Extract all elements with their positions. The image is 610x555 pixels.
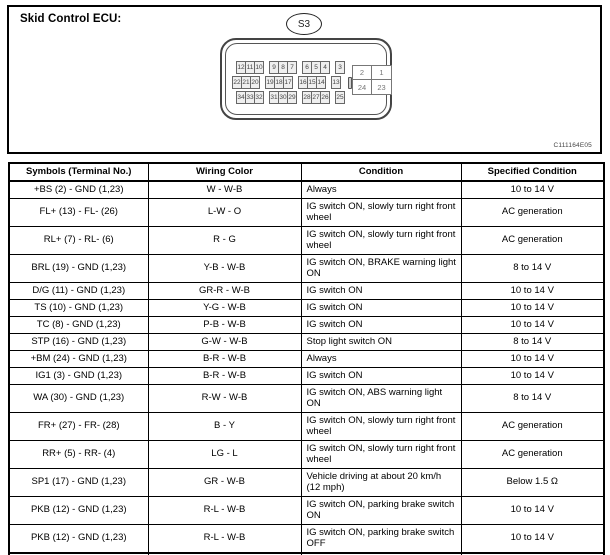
pin-row [232, 76, 352, 89]
table-row [9, 468, 604, 496]
table-header-row [9, 163, 604, 181]
cell-condition: Vehicle driving at about 20 km/h (12 mph) [301, 468, 461, 496]
cell-condition: IG switch ON, slowly turn right front wheel [301, 198, 461, 226]
pin-group [302, 91, 329, 104]
table-row [9, 181, 604, 198]
cell-specified: 10 to 14 V [461, 181, 604, 198]
cell-symbols: STP (16) - GND (1,23) [9, 333, 148, 350]
table-row [9, 299, 604, 316]
pin-33: 33 [245, 91, 255, 104]
cell-wiring: B - Y [148, 412, 301, 440]
connector-id-label: S3 [297, 18, 311, 30]
pin-group [265, 76, 292, 89]
cell-specified: 10 to 14 V [461, 496, 604, 524]
cell-condition: IG switch ON, slowly turn right front wheel [301, 440, 461, 468]
pin-22: 22 [232, 76, 242, 89]
table-row [9, 350, 604, 367]
cell-specified: 8 to 14 V [461, 333, 604, 350]
pin-19: 19 [265, 76, 275, 89]
pin-14: 14 [316, 76, 326, 89]
cell-wiring: LG - L [148, 440, 301, 468]
cell-wiring: Y-G - W-B [148, 299, 301, 316]
cell-symbols: FR+ (27) - FR- (28) [9, 412, 148, 440]
pin-32: 32 [254, 91, 264, 104]
table-row [9, 316, 604, 333]
cell-symbols: PKB (12) - GND (1,23) [9, 496, 148, 524]
cell-symbols: RL+ (7) - RL- (6) [9, 226, 148, 254]
cell-condition: IG switch ON [301, 299, 461, 316]
pin-11: 11 [245, 61, 255, 74]
cell-symbols: RR+ (5) - RR- (4) [9, 440, 148, 468]
pin-20: 20 [250, 76, 260, 89]
pin-21: 21 [241, 76, 251, 89]
cell-wiring: P-B - W-B [148, 316, 301, 333]
cell-wiring: R-W - W-B [148, 384, 301, 412]
cell-wiring: R - G [148, 226, 301, 254]
pin-24: 24 [352, 80, 372, 95]
pin-group [236, 61, 263, 74]
pin-15: 15 [307, 76, 317, 89]
table-row [9, 384, 604, 412]
cell-symbols: +BS (2) - GND (1,23) [9, 181, 148, 198]
cell-specified: AC generation [461, 226, 604, 254]
cell-wiring: GR - W-B [148, 468, 301, 496]
cell-wiring: R-L - W-B [148, 524, 301, 553]
cell-symbols: +BM (24) - GND (1,23) [9, 350, 148, 367]
page-title: Skid Control ECU: [20, 13, 122, 25]
connector-inner-outline [225, 43, 387, 115]
col-header-condition: Condition [301, 163, 461, 181]
cell-condition: IG switch ON [301, 316, 461, 333]
pin-row [236, 91, 352, 104]
table-row [9, 367, 604, 384]
col-header-specified: Specified Condition [461, 163, 604, 181]
cell-wiring: B-R - W-B [148, 350, 301, 367]
table-row [9, 254, 604, 282]
pin-16: 16 [298, 76, 308, 89]
pin-17: 17 [283, 76, 293, 89]
pin-29: 29 [287, 91, 297, 104]
terminal-table [8, 162, 605, 555]
cell-condition: Always [301, 350, 461, 367]
cell-specified: 10 to 14 V [461, 367, 604, 384]
pin-grid [233, 61, 352, 104]
pin-12: 12 [236, 61, 246, 74]
cell-condition: IG switch ON [301, 282, 461, 299]
cell-specified: 10 to 14 V [461, 316, 604, 333]
cell-symbols: BRL (19) - GND (1,23) [9, 254, 148, 282]
cell-specified: AC generation [461, 198, 604, 226]
pin-group [232, 76, 259, 89]
table-row [9, 333, 604, 350]
pin-group [335, 61, 344, 74]
connector-drawing [220, 38, 392, 120]
cell-specified: AC generation [461, 440, 604, 468]
table-row [9, 282, 604, 299]
cell-symbols: WA (30) - GND (1,23) [9, 384, 148, 412]
cell-wiring: GR-R - W-B [148, 282, 301, 299]
pin-group [269, 91, 296, 104]
pin-8: 8 [278, 61, 288, 74]
ecu-diagram-panel [7, 5, 602, 154]
side-pin-block [352, 65, 392, 95]
cell-symbols: PKB (12) - GND (1,23) [9, 524, 148, 553]
pin-group [335, 91, 344, 104]
cell-specified: 8 to 14 V [461, 384, 604, 412]
cell-wiring: G-W - W-B [148, 333, 301, 350]
table-body [9, 181, 604, 555]
pin-23: 23 [372, 80, 392, 95]
col-header-symbols: Symbols (Terminal No.) [9, 163, 148, 181]
pin-1: 1 [372, 65, 392, 80]
cell-specified: 10 to 14 V [461, 282, 604, 299]
pin-30: 30 [278, 91, 288, 104]
col-header-wiring: Wiring Color [148, 163, 301, 181]
pin-4: 4 [320, 61, 330, 74]
table-header [9, 163, 604, 181]
pin-18: 18 [274, 76, 284, 89]
pin-27: 27 [311, 91, 321, 104]
cell-symbols: IG1 (3) - GND (1,23) [9, 367, 148, 384]
cell-wiring: W - W-B [148, 181, 301, 198]
pin-6: 6 [302, 61, 312, 74]
pin-26: 26 [320, 91, 330, 104]
pin-group [302, 61, 329, 74]
pin-2: 2 [352, 65, 372, 80]
cell-condition: IG switch ON, BRAKE warning light ON [301, 254, 461, 282]
cell-specified: 10 to 14 V [461, 350, 604, 367]
pin-9: 9 [269, 61, 279, 74]
cell-symbols: SP1 (17) - GND (1,23) [9, 468, 148, 496]
pin-31: 31 [269, 91, 279, 104]
cell-symbols: TS (10) - GND (1,23) [9, 299, 148, 316]
cell-specified: Below 1.5 Ω [461, 468, 604, 496]
table-row [9, 412, 604, 440]
pin-group [269, 61, 296, 74]
pin-10: 10 [254, 61, 264, 74]
table-row [9, 440, 604, 468]
table-row [9, 496, 604, 524]
cell-condition: IG switch ON, slowly turn right front wheel [301, 412, 461, 440]
pin-28: 28 [302, 91, 312, 104]
cell-specified: AC generation [461, 412, 604, 440]
cell-wiring: L-W - O [148, 198, 301, 226]
pin-3: 3 [335, 61, 345, 74]
cell-condition: IG switch ON, ABS warning light ON [301, 384, 461, 412]
pin-34: 34 [236, 91, 246, 104]
cell-symbols: FL+ (13) - FL- (26) [9, 198, 148, 226]
cell-condition: IG switch ON, slowly turn right front wheel [301, 226, 461, 254]
cell-specified: 8 to 14 V [461, 254, 604, 282]
cell-condition: IG switch ON, parking brake switch OFF [301, 524, 461, 553]
table-row [9, 226, 604, 254]
cell-condition: IG switch ON, parking brake switch ON [301, 496, 461, 524]
pin-25: 25 [335, 91, 345, 104]
pin-group [236, 91, 263, 104]
cell-symbols: TC (8) - GND (1,23) [9, 316, 148, 333]
cell-wiring: B-R - W-B [148, 367, 301, 384]
cell-condition: IG switch ON [301, 367, 461, 384]
pin-13: 13 [331, 76, 341, 89]
cell-condition: Always [301, 181, 461, 198]
pin-group [331, 76, 340, 89]
table-row [9, 524, 604, 553]
cell-wiring: R-L - W-B [148, 496, 301, 524]
cell-specified: 10 to 14 V [461, 524, 604, 553]
pin-row [236, 61, 352, 74]
cell-wiring: Y-B - W-B [148, 254, 301, 282]
table-row [9, 198, 604, 226]
connector-id-badge [286, 13, 322, 35]
cell-condition: Stop light switch ON [301, 333, 461, 350]
cell-symbols: D/G (11) - GND (1,23) [9, 282, 148, 299]
pin-5: 5 [311, 61, 321, 74]
cell-specified: 10 to 14 V [461, 299, 604, 316]
pin-7: 7 [287, 61, 297, 74]
figure-code: C111164E05 [553, 142, 592, 149]
pin-group [298, 76, 325, 89]
